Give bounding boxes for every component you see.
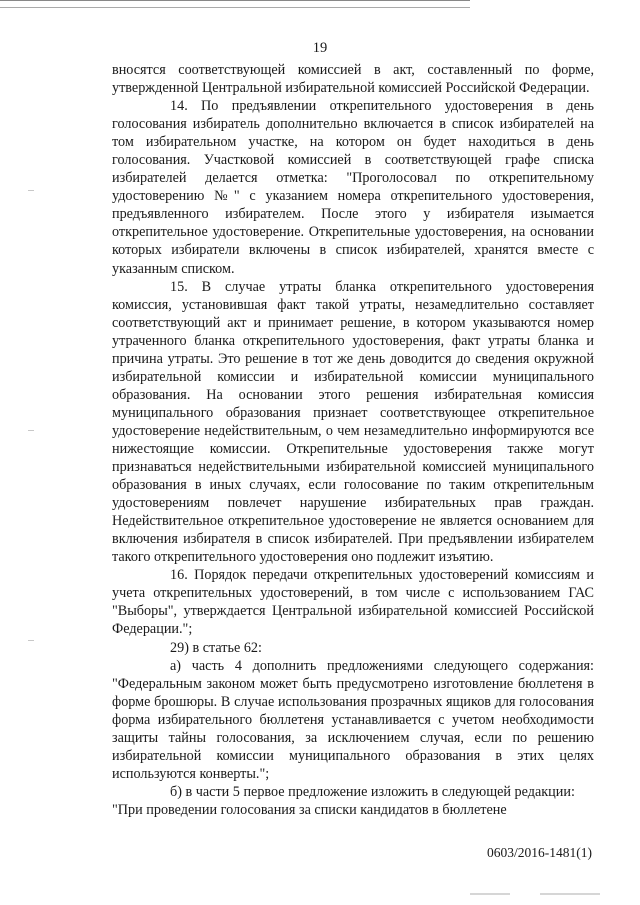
paragraph-continuation: вносятся соответствующей комиссией в акт, составленный по форме, утвержденной Центральной избирательной комиссией Российской Федерации. xyxy=(112,62,594,97)
paragraph-item-15: 15. В случае утраты бланка открепительного удостоверения комиссия, установившая факт такой утраты, незамедлительно составляет соответствующий акт и принимает решение, в котором указываются номер утраченного бланка открепительного удостоверения, факт утраты бланка и причина утраты. Это решение в тот же день доводится до сведения окружной избирательной комиссии и избирательной комиссии муниципального образования. На основании этого решения избирательная комиссия муниципального образования признает соответствующее открепительное удостоверение недействительным, о чем незамедлительно информируются все нижестоящие комиссии. Открепительные удостоверения также могут признаваться недействительными избирательной комиссией муниципального образования в иных случаях, если голосование по таким открепительным удостоверениям повлечет нарушение избирательных прав граждан. Недействительное открепительное удостоверение не является основанием для включения избирателя в список избирателей. При предъявлении избирателем такого открепительного удостоверения оно подлежит изъятию. xyxy=(112,278,594,566)
document-body xyxy=(112,61,594,819)
margin-tick xyxy=(28,640,34,641)
scan-artifact xyxy=(470,893,510,895)
document-code: 0603/2016-1481(1) xyxy=(487,845,592,860)
paragraph-item-29: 29) в статье 62: xyxy=(170,639,262,656)
top-border-rule xyxy=(0,0,470,8)
paragraph-quote-start: "При проведении голосования за списки кандидатов в бюллетене xyxy=(112,801,507,818)
margin-tick xyxy=(28,430,34,431)
scan-artifact xyxy=(540,893,600,895)
margin-tick xyxy=(28,190,34,191)
paragraph-subitem-a: а) часть 4 дополнить предложениями следующего содержания: "Федеральным законом может быть предусмотрено изготовление бюллетеня в форме брошюры. В случае использования прозрачных ящиков для голосования форма избирательного бюллетеня устанавливается с учетом необходимости защиты тайны голосования, за исключением случая, если по решению избирательной комиссии муниципального образования в этих целях используются конверты."; xyxy=(112,657,594,782)
page-number: 19 xyxy=(312,40,328,56)
paragraph-subitem-b: б) в части 5 первое предложение изложить в следующей редакции: xyxy=(170,783,575,800)
paragraph-item-16: 16. Порядок передачи открепительных удостоверений комиссиям и учета открепительных удостоверений, в том числе с использованием ГАС "Выборы", утверждается Центральной избирательной комиссией Российской Федерации."; xyxy=(112,567,594,638)
paragraph-item-14: 14. По предъявлении открепительного удостоверения в день голосования избиратель дополнительно включается в список избирателей на том избирательном участке, на котором он будет находиться в день голосования. Участковой комиссией в соответствующей графе списка избирателей делается отметка: "Проголосовал по открепительному удостоверению №" с указанием номера открепительного удостоверения, предъявленного избирателем. После этого у избирателя изымается открепительное удостоверение. Открепительные удостоверения, на основании которых избиратели включены в список избирателей, хранятся вместе с указанным списком. xyxy=(112,98,594,277)
